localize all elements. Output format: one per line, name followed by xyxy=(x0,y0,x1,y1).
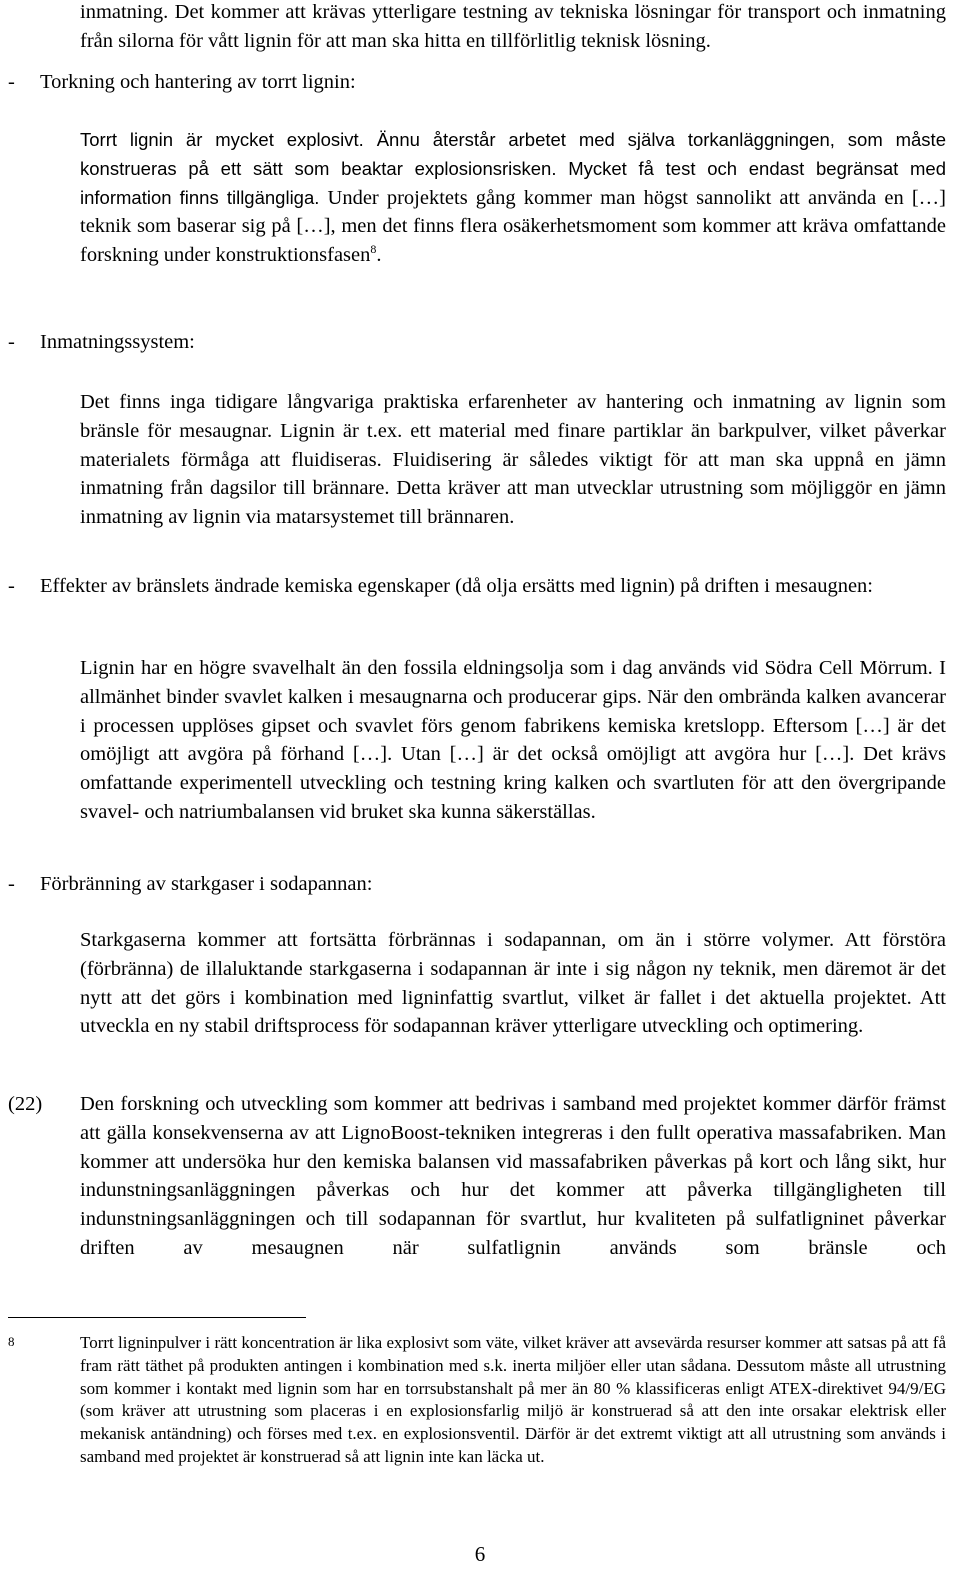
footnote-reference: 8 xyxy=(370,242,377,257)
bullet-body-forbranning: Starkgaserna kommer att fortsätta förbrännas i sodapannan, om än i större volymer. Att förstöra (förbränna) de illaluktande starkgaserna i sodapannan är inte i sig någon ny teknik, men däremot är det nytt att det görs i kombination med ligninfattig svartlut, vilket är fallet i det aktuella projektet. Att utveckla en ny stabil driftsprocess för sodapannan kräver ytterligare utveckling och optimering. xyxy=(80,929,946,1038)
bullet-heading-inmatning: Inmatningssystem: xyxy=(40,331,195,353)
bullet-heading-effekter: Effekter av bränslets ändrade kemiska egenskaper (då olja ersätts med lignin) på driften i mesaugnen: xyxy=(40,575,873,597)
sentence-end: . xyxy=(376,244,382,267)
bullet-dash: - xyxy=(8,331,15,353)
paragraph-intro: inmatning. Det kommer att krävas ytterligare testning av tekniska lösningar för transport och inmatning från silorna för vått lignin för att man ska hitta en tillförlitlig teknisk lösning. xyxy=(80,1,946,52)
page-number: 6 xyxy=(474,1542,486,1566)
paragraph-22: Den forskning och utveckling som kommer att bedrivas i samband med projektet kommer därför främst att gälla konsekvenserna av att LignoBoost-tekniken integreras i den fullt operativa massafabriken. Man kommer att undersöka hur den kemiska balansen vid massafabriken påverkas på kort och lång sikt, hur indunstningsanläggningen påverkas och hur det kommer att påverka tillgängligheten till indunstningsanläggningen och till sodapannan för svartlut, hur kvaliteten på sulfatligninet påverkar driften av mesaugnen när sulfatlignin används som bränsle och xyxy=(80,1093,946,1259)
bullet-dash: - xyxy=(8,575,15,597)
bullet-body-inmatning: Det finns inga tidigare långvariga praktiska erfarenheter av hantering och inmatning av lignin som bränsle för mesaugnar. Lignin är t.ex. ett material med finare partiklar än barkpulver, vilket påverkar materialets förmåga att fluidiseras. Fluidisering är således viktigt för att man ska uppnå en jämn inmatning från dagsilor till brännare. Detta kräver att man utvecklar utrustning som möjliggör en jämn inmatning av lignin via matarsystemet till brännaren. xyxy=(80,391,946,529)
paragraph-number: (22) xyxy=(8,1093,43,1115)
bullet-heading-torkning: Torkning och hantering av torrt lignin: xyxy=(40,71,356,93)
bullet-dash: - xyxy=(8,71,15,93)
footnote-text: Torrt ligninpulver i rätt koncentration är lika explosivt som väte, vilket kräver att avsevärda resurser kommer att satsas på att få fram rätt täthet på produkten antingen i kombination med s.k. inerta miljöer eller utan sådana. Dessutom måste all utrustning som kommer i kontakt med lignin som har en torrsubstanshalt på mer än 80 % klassificeras enligt ATEX-direktivet 94/9/EG (som kräver att utrustning som placeras i en explosionsfarlig miljö är konstruerad så att den inte orsakar elektrisk eller mekanisk antändning) och förses med t.ex. en explosionsventil. Därför är det extremt viktigt att all utrustning som används i samband med projektet är konstruerad så att lignin inte kan läcka ut. xyxy=(80,1333,946,1466)
bullet-body-effekter: Lignin har en högre svavelhalt än den fossila eldningsolja som i dag används vid Södra Cell Mörrum. I allmänhet binder svavlet kalken i mesaugnarna och producerar gips. När den ombrända kalken avancerar i processen upplöses gipset och svavlet förs genom fabrikens kemiska kretslopp. Eftersom […] är det omöjligt att avgöra på förhand […]. Utan […] är det också omöjligt att avgöra hur […]. Det krävs omfattande experimentell utveckling och testning kring kalken och svartluten för att den övergripande svavel- och natriumbalansen vid bruket ska kunna säkerställas. xyxy=(80,657,946,823)
bullet-body-torkning xyxy=(80,126,946,270)
bullet-dash: - xyxy=(8,873,15,895)
sans-text-segment: Torrt lignin är mycket explosivt. Ännu återstår arbetet med själva torkanläggningen, som måste konstrueras på ett sätt som beaktar explosionsrisken. Mycket få test och endast begränsat med information finns tillgängliga. xyxy=(80,129,946,208)
footnote-mark: 8 xyxy=(8,1334,15,1349)
serif-text-segment: Under projektets gång kommer man högst sannolikt att använda en […] teknik som baserar sig på […], men det finns flera osäkerhetsmoment som kommer att kräva omfattande forskning under konstruktionsfasen xyxy=(80,186,947,267)
bullet-heading-forbranning: Förbränning av starkgaser i sodapannan: xyxy=(40,873,373,895)
footnote-separator xyxy=(8,1317,306,1318)
